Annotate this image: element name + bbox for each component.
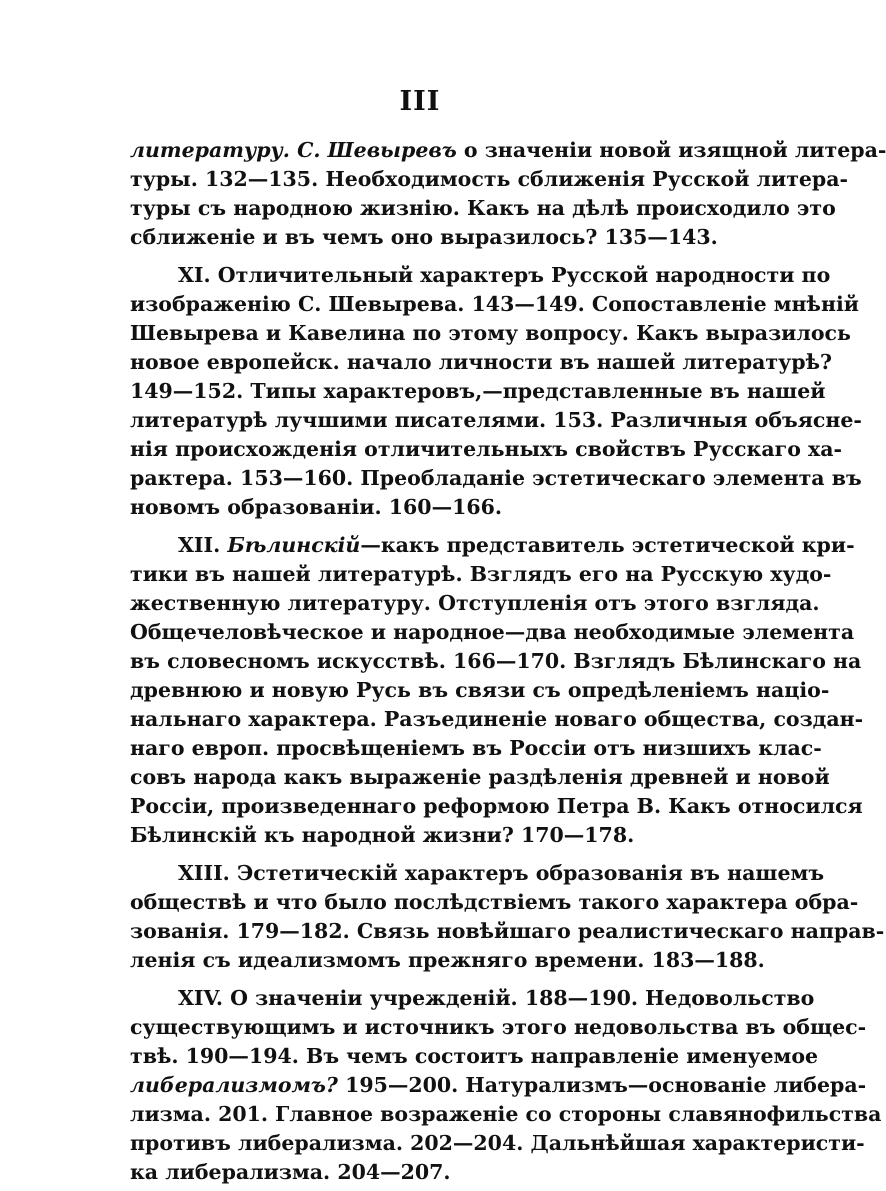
text-line bbox=[130, 1042, 819, 1071]
text-run: —какъ представитель эстетической кри- bbox=[360, 533, 855, 557]
text-line bbox=[130, 821, 742, 850]
text-run: о значеніи новой изящной литера- bbox=[456, 138, 886, 162]
text-line bbox=[130, 1071, 867, 1100]
italic-text: либерализмомъ? bbox=[130, 1073, 338, 1097]
table-of-contents-text bbox=[130, 136, 886, 1187]
paragraph-gap bbox=[130, 252, 742, 261]
text-line bbox=[130, 984, 815, 1013]
text-line bbox=[130, 763, 830, 792]
text-run: Шевырева и Кавелина по этому вопросу. Какъ выразилось bbox=[130, 321, 851, 345]
text-run: Россіи, произведеннаго реформою Петра В. Какъ относился bbox=[130, 794, 863, 818]
paragraph-section-xiv bbox=[130, 984, 882, 1187]
text-run: туры. 132—135. Необходимость сближенія Русской литера- bbox=[130, 167, 849, 191]
text-line bbox=[130, 589, 820, 618]
text-line bbox=[130, 493, 742, 522]
text-line bbox=[130, 194, 836, 223]
paragraph-gap bbox=[130, 975, 742, 984]
text-run: въ словесномъ искусствѣ. 166—170. Взглядъ Бѣлинскаго на bbox=[130, 649, 862, 673]
text-line bbox=[130, 290, 859, 319]
text-line bbox=[130, 406, 862, 435]
text-line bbox=[130, 1100, 882, 1129]
text-run: тики въ нашей литературѣ. Взглядъ его на Русскую худо- bbox=[130, 562, 832, 586]
text-line bbox=[130, 165, 849, 194]
text-line bbox=[130, 946, 765, 975]
text-run: жественную литературу. Отступленія отъ этого взгляда. bbox=[130, 591, 820, 615]
text-line bbox=[130, 223, 742, 252]
paragraph-continuation bbox=[130, 136, 886, 252]
text-run: литературѣ лучшими писателями. 153. Различныя объясне- bbox=[130, 408, 862, 432]
text-line bbox=[130, 705, 864, 734]
text-run: древнюю и новую Русь въ связи съ опредѣленіемъ націо- bbox=[130, 678, 830, 702]
text-run: ленія съ идеализмомъ прежняго времени. 183—188. bbox=[130, 948, 765, 972]
text-run: нальнаго характера. Разъединеніе новаго общества, создан- bbox=[130, 707, 864, 731]
text-line bbox=[130, 917, 885, 946]
text-line bbox=[130, 435, 843, 464]
italic-text: Бѣлинскій bbox=[227, 533, 361, 557]
text-line bbox=[130, 1129, 865, 1158]
paragraph-section-xii bbox=[130, 531, 864, 850]
text-run: Общечеловѣческое и народное—два необходимые элемента bbox=[130, 620, 855, 644]
text-run: рактера. 153—160. Преобладаніе эстетическаго элемента въ bbox=[130, 466, 862, 490]
text-run: новое европейск. начало личности въ нашей литературѣ? bbox=[130, 350, 833, 374]
text-run: лизма. 201. Главное возраженіе со стороны славянофильства bbox=[130, 1102, 882, 1126]
text-run: зованія. 179—182. Связь новѣйшаго реалистическаго направ- bbox=[130, 919, 885, 943]
text-line bbox=[130, 1158, 742, 1187]
paragraph-gap bbox=[130, 522, 742, 531]
text-run: противъ либерализма. 202—204. Дальнѣйшая характеристи- bbox=[130, 1131, 865, 1155]
text-line bbox=[130, 792, 863, 821]
paragraph-section-xi bbox=[130, 261, 862, 522]
text-run: твѣ. 190—194. Въ чемъ состоитъ направленіе именуемое bbox=[130, 1044, 819, 1068]
text-run: изображенію С. Шевырева. 143—149. Сопоставленіе мнѣній bbox=[130, 292, 859, 316]
paragraph-section-xiii bbox=[130, 859, 885, 975]
text-line bbox=[130, 136, 886, 165]
text-line bbox=[130, 734, 822, 763]
text-run: наго европ. просвѣщеніемъ въ Россіи отъ низшихъ клас- bbox=[130, 736, 822, 760]
paragraph-gap bbox=[130, 850, 742, 859]
text-line bbox=[130, 647, 862, 676]
text-line bbox=[130, 464, 862, 493]
text-run: обществѣ и что было послѣдствіемъ такого характера обра- bbox=[130, 890, 859, 914]
text-line bbox=[130, 618, 855, 647]
text-line bbox=[130, 859, 825, 888]
text-run: 195—200. Натурализмъ—основаніе либера- bbox=[337, 1073, 867, 1097]
text-run: XII. bbox=[178, 533, 228, 557]
text-run: XIII. Эстетическій характеръ образованія въ нашемъ bbox=[178, 861, 825, 885]
text-line bbox=[130, 348, 833, 377]
text-line bbox=[130, 888, 859, 917]
text-run: Бѣлинскій къ народной жизни? 170—178. bbox=[130, 823, 635, 847]
text-run: ка либерализма. 204—207. bbox=[130, 1160, 451, 1184]
text-run: совъ народа какъ выраженіе раздѣленія древней и новой bbox=[130, 765, 830, 789]
text-line bbox=[130, 319, 851, 348]
text-line bbox=[130, 1013, 867, 1042]
text-run: нія происхожденія отличительныхъ свойствъ Русскаго ха- bbox=[130, 437, 843, 461]
text-line bbox=[130, 560, 832, 589]
text-line bbox=[130, 531, 855, 560]
text-line bbox=[130, 676, 830, 705]
text-line bbox=[130, 261, 831, 290]
text-run: сближеніе и въ чемъ оно выразилось? 135—143. bbox=[130, 225, 718, 249]
text-run: XIV. О значеніи учрежденій. 188—190. Недовольство bbox=[178, 986, 815, 1010]
text-line bbox=[130, 377, 826, 406]
text-run: существующимъ и источникъ этого недовольства въ общес- bbox=[130, 1015, 867, 1039]
text-run: XI. Отличительный характеръ Русской народности по bbox=[178, 263, 831, 287]
text-run: туры съ народною жизнію. Какъ на дѣлѣ происходило это bbox=[130, 196, 836, 220]
text-run: 149—152. Типы характеровъ,—представленные въ нашей bbox=[130, 379, 826, 403]
page-number: III bbox=[399, 86, 441, 117]
italic-text: литературу. С. Шевыревъ bbox=[130, 138, 457, 162]
text-run: новомъ образованіи. 160—166. bbox=[130, 495, 503, 519]
